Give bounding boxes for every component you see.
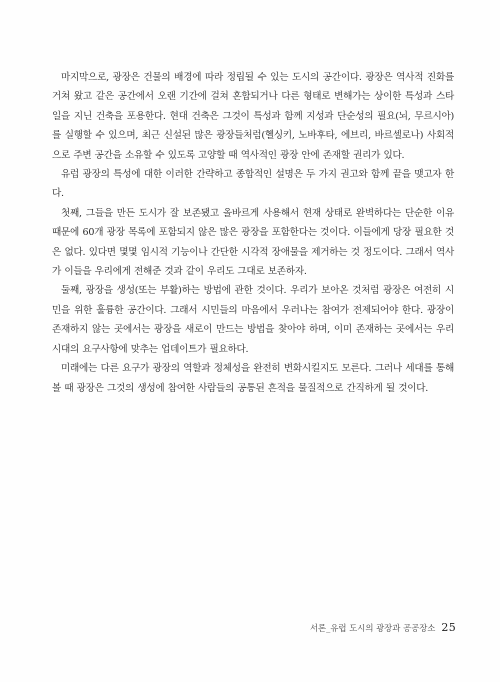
- page-footer: [310, 621, 456, 634]
- body-text: [52, 68, 454, 398]
- page-number: 25: [441, 621, 456, 634]
- paragraph-future: 미래에는 다른 요구가 광장의 역할과 정체성을 완전히 변화시킬지도 모른다. 그러나 세대를 통해 볼 때 광장은 그것의 생성에 참여한 사람들의 공통된 흔적을 물질적으로 간직하게 될 것이다.: [52, 363, 454, 394]
- paragraph-final-point: 마지막으로, 광장은 건물의 배경에 따라 정립될 수 있는 도시의 공간이다. 광장은 역사적 진화를 거쳐 왔고 같은 공간에서 오랜 기간에 걸쳐 혼합되거나 다른 형태로 변해가는 상이한 특성과 스타일을 지닌 건축을 포용한다. 현대 건축은 그것이 특성과 함께 지성과 단순성의 필요(뇌, 무르시아)를 실행할 수 있으며, 최근 신설된 많은 광장들처럼(헬싱키, 노바후타, 에브리, 바르셀로나) 사회적으로 주변 공간을 소유할 수 있도록 고양할 때 역사적인 광장 안에 존재할 권리가 있다.: [52, 72, 454, 161]
- running-title: 서론_유럽 도시의 광장과 공공장소: [309, 623, 436, 633]
- paragraph-first-recommendation: 첫째, 그들을 만든 도시가 잘 보존됐고 올바르게 사용해서 현재 상태로 완벽하다는 단순한 이유 때문에 60개 광장 목록에 포함되지 않은 많은 광장을 포함한다는 것이다. 이들에게 당장 필요한 것은 없다. 있다면 몇몇 임시적 기능이나 간단한 시각적 장애물을 제거하는 것 정도이다. 그래서 역사가 이들을 우리에게 전해준 것과 같이 우리도 그대로 보존하자.: [52, 207, 454, 278]
- paragraph-recommendations-intro: 유럽 광장의 특성에 대한 이러한 간략하고 종합적인 설명은 두 가지 권고와 함께 끝을 맺고자 한다.: [52, 169, 454, 200]
- paragraph-second-recommendation: 둘째, 광장을 생성(또는 부활)하는 방법에 관한 것이다. 우리가 보아온 것처럼 광장은 여전히 시민을 위한 훌륭한 공간이다. 그래서 시민들의 마음에서 우러나는 참여가 전제되어야 한다. 광장이 존재하지 않는 곳에서는 광장을 새로이 만드는 방법을 찾아야 하며, 이미 존재하는 곳에서는 우리 시대의 요구사항에 맞추는 업데이트가 필요하다.: [52, 285, 454, 355]
